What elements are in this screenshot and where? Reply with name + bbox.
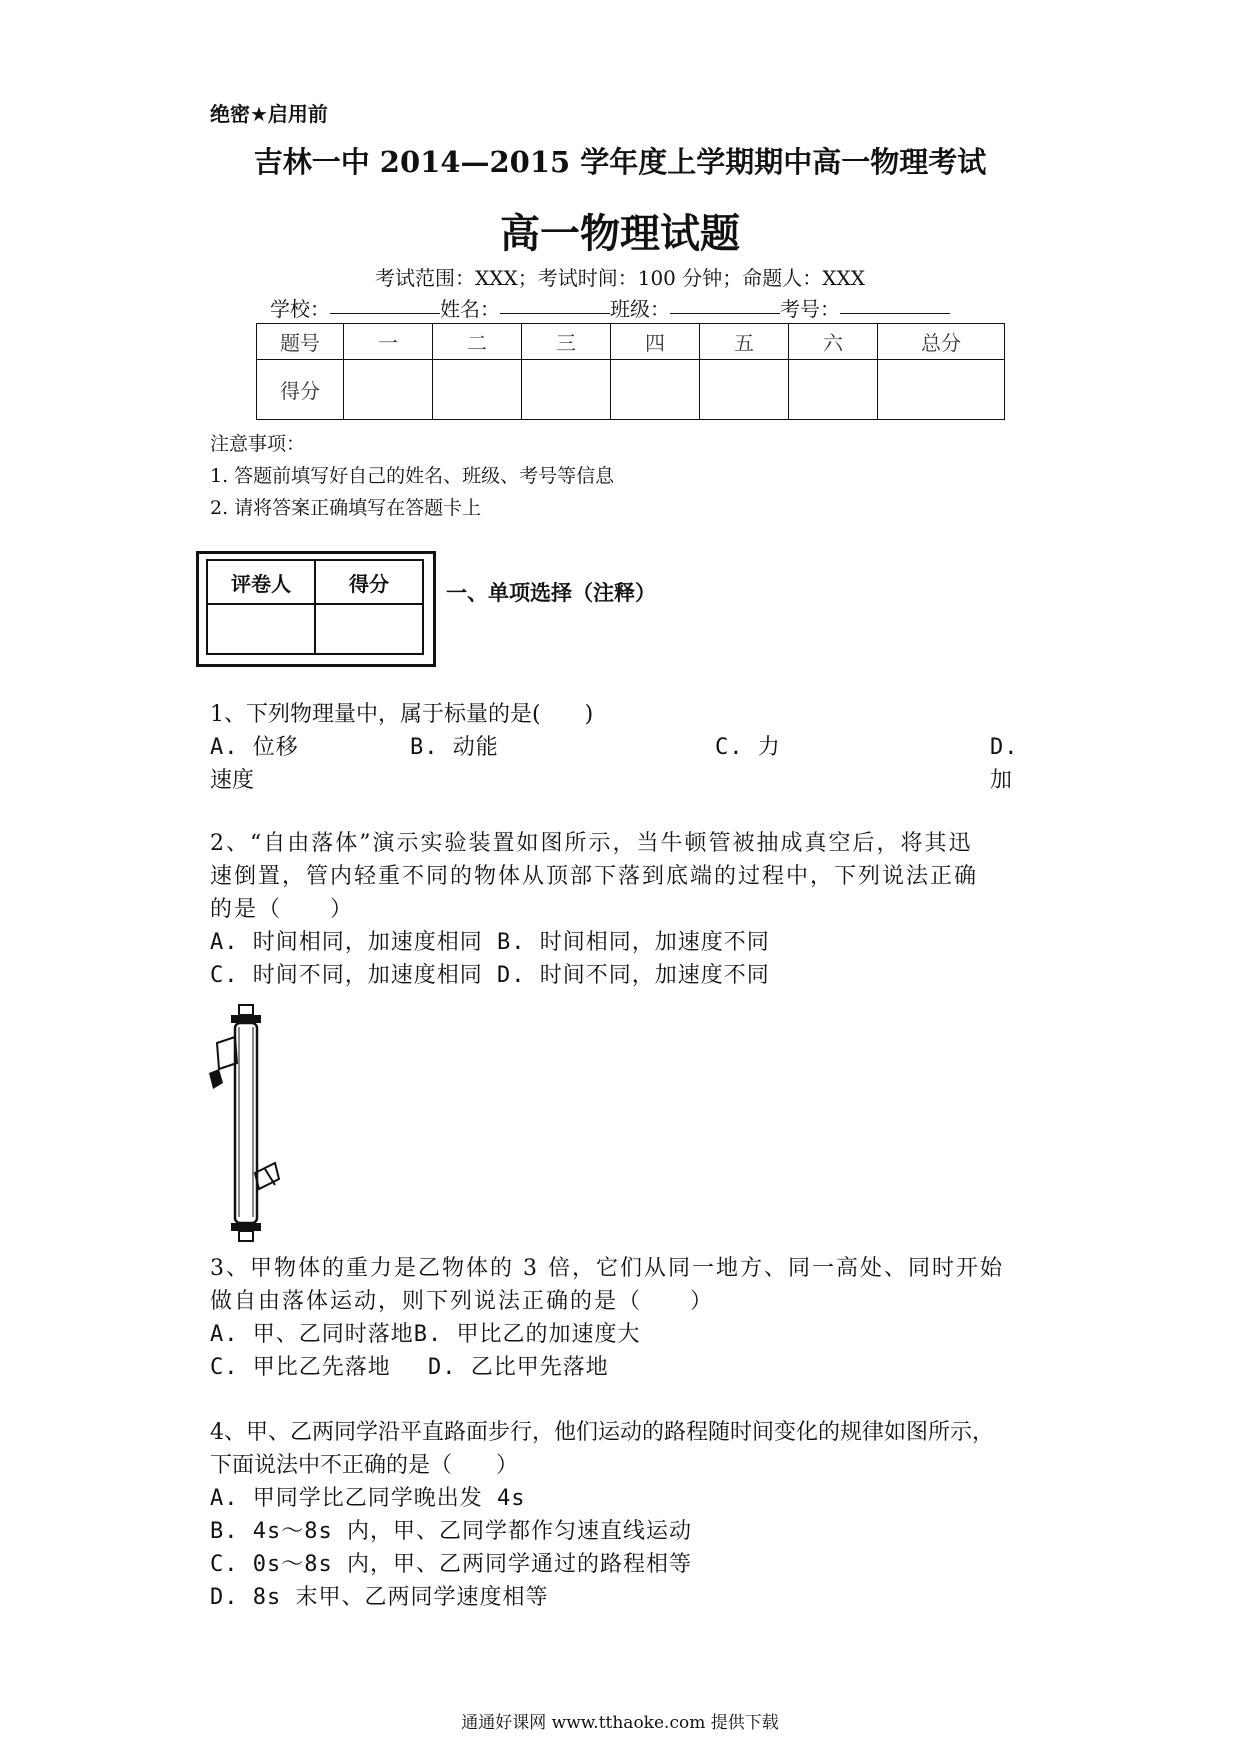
exam-no-blank[interactable] xyxy=(840,293,950,314)
confidential-label: 绝密★启用前 xyxy=(210,102,328,126)
reviewer-cell[interactable] xyxy=(207,604,315,654)
section-heading: 一、单项选择（注释） xyxy=(446,581,656,605)
score-cell[interactable] xyxy=(700,360,789,420)
question-stem-line: 2、“自由落体”演示实验装置如图所示，当牛顿管被抽成真空后，将其迅 xyxy=(210,831,973,856)
score-cell[interactable] xyxy=(611,360,700,420)
paper-title: 高一物理试题 xyxy=(500,211,740,257)
score-cell[interactable] xyxy=(433,360,522,420)
score-cell[interactable] xyxy=(522,360,611,420)
question-stem-line: 速倒置，管内轻重不同的物体从顶部下落到底端的过程中，下列说法正确 xyxy=(210,864,979,889)
question-stem-line: 下面说法中不正确的是（ ） xyxy=(210,1453,519,1478)
score-cell[interactable] xyxy=(789,360,878,420)
score-cell[interactable] xyxy=(878,360,1005,420)
name-label: 姓名： xyxy=(440,297,500,321)
score-cell[interactable] xyxy=(344,360,433,420)
option-line[interactable]: C. 时间不同，加速度相同 D. 时间不同，加速度不同 xyxy=(210,963,770,988)
question-stem: 1、下列物理量中，属于标量的是( ) xyxy=(210,702,594,727)
class-blank[interactable] xyxy=(670,293,780,314)
grader-score-label: 得分 xyxy=(315,560,423,604)
notes-item: 2. 请将答案正确填写在答题卡上 xyxy=(210,497,482,519)
reviewer-label: 评卷人 xyxy=(207,560,315,604)
exam-no-label: 考号： xyxy=(780,297,840,321)
exam-info: 考试范围：XXX；考试时间：100 分钟；命题人：XXX xyxy=(375,266,865,290)
exam-title: 吉林一中 2014—2015 学年度上学期期中高一物理考试 xyxy=(253,145,987,179)
newton-tube-figure xyxy=(205,1003,285,1243)
option-line[interactable]: A. 甲、乙同时落地B. 甲比乙的加速度大 xyxy=(210,1322,641,1347)
question-stem-line: 的是（ ） xyxy=(210,897,355,922)
question-stem-line: 3、甲物体的重力是乙物体的 3 倍，它们从同一地方、同一高处、同时开始 xyxy=(210,1256,1004,1281)
school-label: 学校： xyxy=(270,297,330,321)
notes xyxy=(210,428,614,524)
question-stem-line: 做自由落体运动，则下列说法正确的是（ ） xyxy=(210,1289,715,1314)
question-2 xyxy=(210,827,1040,992)
question-4 xyxy=(210,1416,1040,1614)
question-1 xyxy=(210,698,1040,797)
score-header-cell: 题号 xyxy=(257,324,344,360)
option-c[interactable]: C. 力 xyxy=(715,735,781,760)
student-info-fields xyxy=(270,293,950,322)
score-header-cell: 四 xyxy=(611,324,700,360)
grader-score-cell[interactable] xyxy=(315,604,423,654)
class-label: 班级： xyxy=(610,297,670,321)
score-header-cell: 二 xyxy=(433,324,522,360)
question-3 xyxy=(210,1252,1040,1384)
option-d-wrap: 速度 xyxy=(210,768,255,793)
option-b[interactable]: B. 动能 xyxy=(410,735,499,760)
score-header-cell: 五 xyxy=(700,324,789,360)
option-line[interactable]: C. 0s～8s 内，甲、乙两同学通过的路程相等 xyxy=(210,1552,692,1577)
score-table xyxy=(256,323,1005,420)
question-stem-line: 4、甲、乙两同学沿平直路面步行，他们运动的路程随时间变化的规律如图所示， xyxy=(210,1420,994,1445)
score-header-cell: 六 xyxy=(789,324,878,360)
school-blank[interactable] xyxy=(330,293,440,314)
score-header-cell: 三 xyxy=(522,324,611,360)
score-row-label: 得分 xyxy=(257,360,344,420)
option-line[interactable]: B. 4s～8s 内，甲、乙同学都作匀速直线运动 xyxy=(210,1519,692,1544)
option-a[interactable]: A. 位移 xyxy=(210,735,299,760)
option-d[interactable]: D. 加 xyxy=(990,735,1019,793)
option-line[interactable]: D. 8s 末甲、乙两同学速度相等 xyxy=(210,1585,549,1610)
notes-title: 注意事项： xyxy=(210,433,306,455)
grader-table xyxy=(206,559,424,655)
score-header-cell: 总分 xyxy=(878,324,1005,360)
option-line[interactable]: A. 时间相同，加速度相同 B. 时间相同，加速度不同 xyxy=(210,930,770,955)
option-line[interactable]: C. 甲比乙先落地 D. 乙比甲先落地 xyxy=(210,1355,609,1380)
score-header-cell: 一 xyxy=(344,324,433,360)
notes-item: 1. 答题前填写好自己的姓名、班级、考号等信息 xyxy=(210,465,615,487)
option-line[interactable]: A. 甲同学比乙同学晚出发 4s xyxy=(210,1486,526,1511)
footer-source: 通通好课网 www.tthaoke.com 提供下载 xyxy=(461,1713,779,1733)
name-blank[interactable] xyxy=(500,293,610,314)
